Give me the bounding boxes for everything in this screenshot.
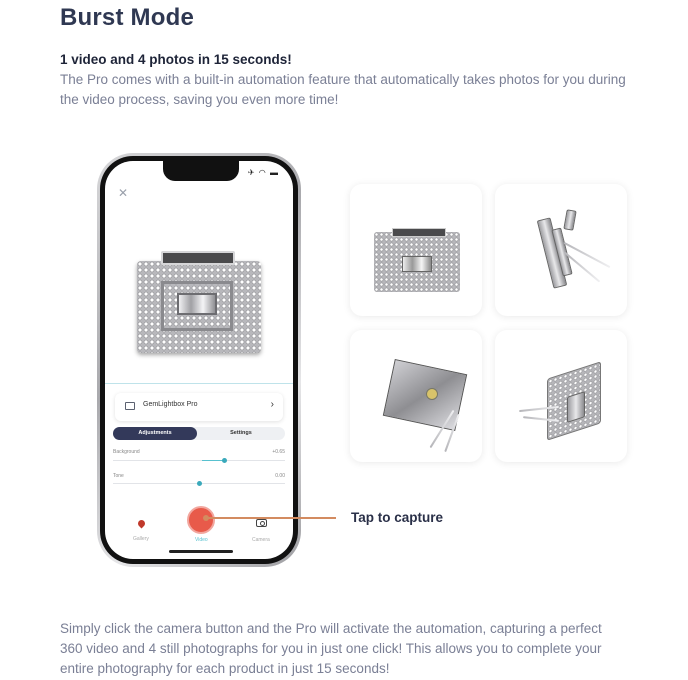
background-slider[interactable]	[113, 460, 285, 461]
tab-camera[interactable]: Camera	[252, 537, 270, 543]
jewel-top-bar	[161, 251, 235, 265]
tab-gallery[interactable]: Gallery	[133, 536, 149, 542]
home-indicator	[169, 550, 233, 553]
photo-tile-back-view	[350, 330, 482, 462]
preview-divider	[105, 383, 293, 384]
phone-screen	[105, 161, 293, 559]
photo-tile-side-view	[495, 184, 627, 316]
intro-paragraph: The Pro comes with a built-in automation feature that automatically takes photos for you during the video process, saving you even more time!	[60, 72, 626, 107]
camera-icon[interactable]	[256, 519, 267, 527]
jewel-side-clip	[563, 209, 576, 230]
background-slider-value: +0.65	[272, 449, 285, 455]
camera-preview-image	[133, 251, 265, 359]
tab-video[interactable]: Video	[195, 537, 208, 543]
subheading: 1 video and 4 photos in 15 seconds!	[60, 52, 292, 67]
tone-slider-knob[interactable]	[197, 481, 202, 486]
callout-line	[206, 517, 336, 519]
photo-tile-front-view	[350, 184, 482, 316]
capture-button[interactable]	[187, 506, 215, 534]
device-name: GemLightbox Pro	[143, 401, 198, 408]
phone-mockup	[97, 153, 301, 567]
close-icon[interactable]: ✕	[118, 186, 129, 200]
phone-bezel	[100, 156, 298, 564]
device-selector[interactable]	[115, 393, 283, 421]
status-bar-icons: ✈ ◠ ▬	[247, 168, 279, 177]
photo-tile-angled-view	[495, 330, 627, 462]
jewel-baguette-stone	[177, 293, 217, 315]
jewel-front-top	[392, 228, 446, 237]
jewel-back-stamp	[426, 388, 438, 400]
footer-paragraph: Simply click the camera button and the Pro will activate the automation, capturing a perfect 360 video and 4 still photographs for you in just one click! This allows you to complete your entire photography for each product in just 15 seconds!	[60, 621, 602, 676]
tone-slider[interactable]	[113, 483, 285, 484]
tab-adjustments[interactable]: Adjustments	[113, 427, 197, 440]
jewel-prong-upper	[564, 242, 611, 268]
mode-segmented-control	[113, 427, 285, 440]
chevron-right-icon: ›	[270, 399, 274, 410]
tone-slider-value: 0.00	[275, 473, 285, 479]
jewel-front-baguette	[402, 256, 432, 272]
background-slider-knob[interactable]	[222, 458, 227, 463]
device-icon	[125, 402, 135, 410]
gallery-icon[interactable]	[137, 519, 147, 529]
tab-settings[interactable]: Settings	[230, 430, 252, 436]
background-slider-label: Background	[113, 449, 140, 455]
callout-label: Tap to capture	[351, 510, 444, 525]
phone-notch	[163, 161, 239, 181]
page-title: Burst Mode	[60, 4, 194, 31]
bottom-tab-bar	[105, 506, 293, 546]
tone-slider-label: Tone	[113, 473, 124, 479]
